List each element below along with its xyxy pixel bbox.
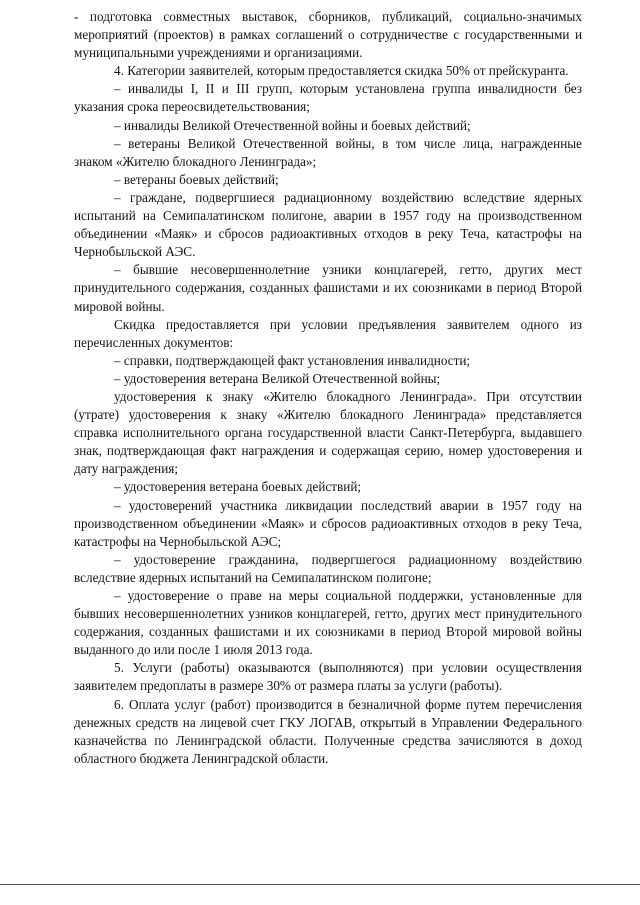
paragraph-list-item: – ветераны боевых действий; <box>114 171 279 187</box>
page-bottom-rule <box>0 884 640 885</box>
paragraph-list-item: – справки, подтверждающей факт установления инвалидности; <box>114 352 471 368</box>
paragraph-list-item: – удостоверений участника ликвидации последствий аварии в 1957 году на производственном объединении «Маяк» и сбросов радиоактивных отходов в реку Теча, катастрофы на Чернобыльской АЭС; <box>74 497 582 549</box>
paragraph-list-item: – ветераны Великой Отечественной войны, в том числе лица, награжденные знаком «Жителю блокадного Ленинграда»; <box>74 135 582 169</box>
paragraph-list-item: – удостоверения ветерана боевых действий; <box>114 479 362 495</box>
paragraph-list-item: – бывшие несовершеннолетние узники концлагерей, гетто, других мест принудительного содержания, созданных фашистами и их союзниками в период Второй мировой войны. <box>74 262 582 314</box>
paragraph-list-item: – удостоверение о праве на меры социальной поддержки, установленные для бывших несовершеннолетних узников концлагерей, гетто, других мест принудительного содержания, созданных фашистами и их союзниками в период Второй мировой войны выданного до или после 1 июля 2013 года. <box>74 588 582 658</box>
paragraph-section-6: 6. Оплата услуг (работ) производится в безналичной форме путем перечисления денежных средств на лицевой счет ГКУ ЛОГАВ, открытый в Управлении Федерального казначейства по Ленинградской области. Полученные средства зачисляются в доход областного бюджета Ленинградской области. <box>74 696 582 766</box>
paragraph-list-item: – инвалиды Великой Отечественной войны и боевых действий; <box>114 117 471 133</box>
paragraph-list-item: удостоверения к знаку «Жителю блокадного Ленинграда». При отсутствии (утрате) удостоверения к знаку «Жителю блокадного Ленинграда» представляется справка исполнительного органа государственной власти Санкт-Петербурга, выдавшего знак, подтверждающая факт награждения и содержащая серию, номер удостоверения и дату награждения; <box>74 388 582 477</box>
paragraph-section-4-heading: 4. Категории заявителей, которым предоставляется скидка 50% от прейскуранта. <box>114 63 569 79</box>
paragraph-discount-condition: Скидка предоставляется при условии предъявления заявителем одного из перечисленных документов: <box>74 316 582 350</box>
paragraph-list-item: – удостоверение гражданина, подвергшегося радиационному воздействию вследствие ядерных испытаний на Семипалатинском полигоне; <box>74 551 582 585</box>
paragraph-list-item: - подготовка совместных выставок, сборников, публикаций, социально-значимых мероприятий (проектов) в рамках соглашений о сотрудничестве с государственными и муниципальными учреждениями и организациями. <box>74 9 582 61</box>
paragraph-section-5: 5. Услуги (работы) оказываются (выполняются) при условии осуществления заявителем предоплаты в размере 30% от размера платы за услуги (работы). <box>74 660 582 694</box>
paragraph-list-item: – удостоверения ветерана Великой Отечественной войны; <box>114 370 441 386</box>
document-body <box>74 8 582 768</box>
paragraph-list-item: – инвалиды I, II и III групп, которым установлена группа инвалидности без указания срока переосвидетельствования; <box>74 81 582 115</box>
paragraph-list-item: – граждане, подвергшиеся радиационному воздействию вследствие ядерных испытаний на Семипалатинском полигоне, аварии в 1957 году на производственном объединении «Маяк» и сбросов радиоактивных отходов в реку Теча, катастрофы на Чернобыльской АЭС. <box>74 189 582 260</box>
